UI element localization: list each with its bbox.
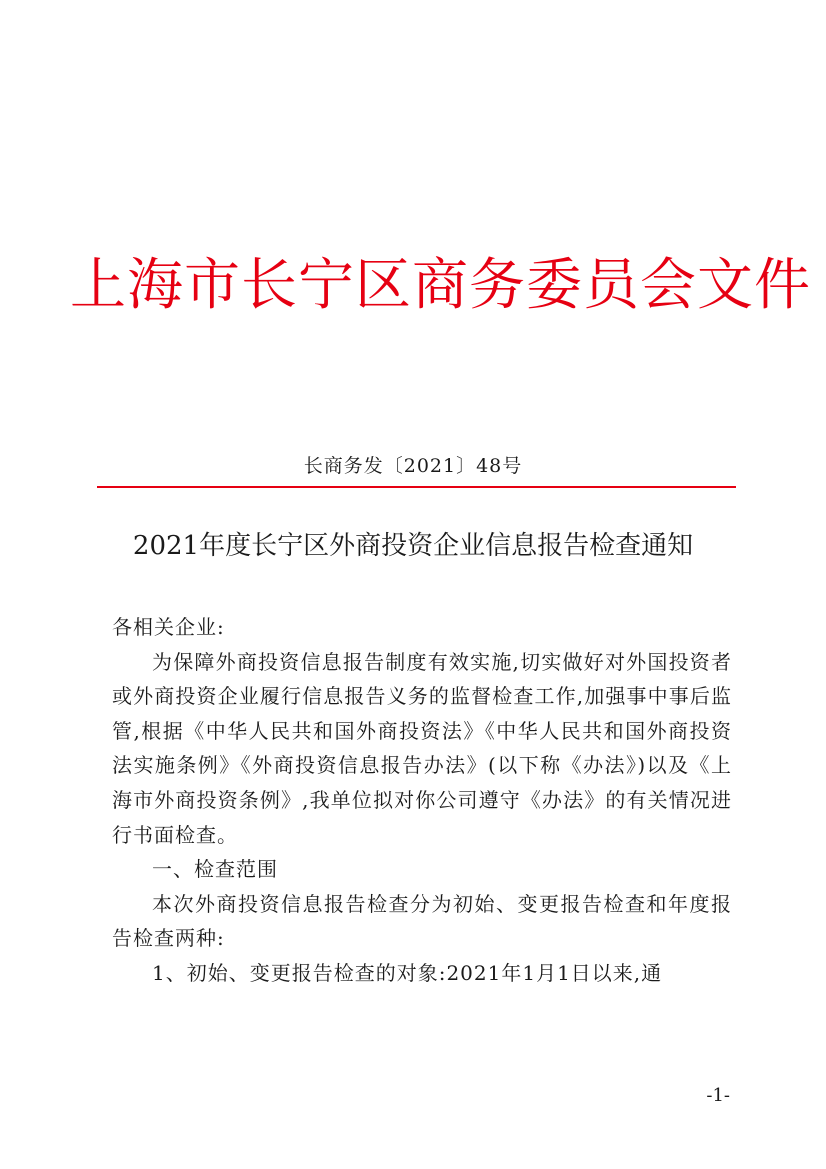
red-divider (97, 486, 736, 488)
paragraph-item-1: 1、初始、变更报告检查的对象:2021年1月1日以来,通 (152, 960, 663, 985)
salutation: 各相关企业: (112, 615, 225, 639)
issuer-masthead: 上海市长宁区商务委员会文件 (70, 253, 811, 318)
page-number: -1- (706, 1085, 730, 1106)
document-body (112, 610, 732, 991)
paragraph-scope: 本次外商投资信息报告检查分为初始、变更报告检查和年度报告检查两种: (112, 891, 732, 951)
document-number: 长商务发〔2021〕48号 (303, 455, 523, 477)
document-title: 2021年度长宁区外商投资企业信息报告检查通知 (132, 531, 694, 561)
paragraph-intro: 为保障外商投资信息报告制度有效实施,切实做好对外国投资者或外商投资企业履行信息报告义务的监督检查工作,加强事中事后监管,根据《中华人民共和国外商投资法》《中华人民共和国外商投资法实施条例》《外商投资信息报告办法》(以下称《办法》)以及《上海市外商投资条例》,我单位拟对你公司遵守《办法》的有关情况进行书面检查。 (112, 649, 732, 847)
section-heading-scope: 一、检查范围 (152, 857, 278, 882)
